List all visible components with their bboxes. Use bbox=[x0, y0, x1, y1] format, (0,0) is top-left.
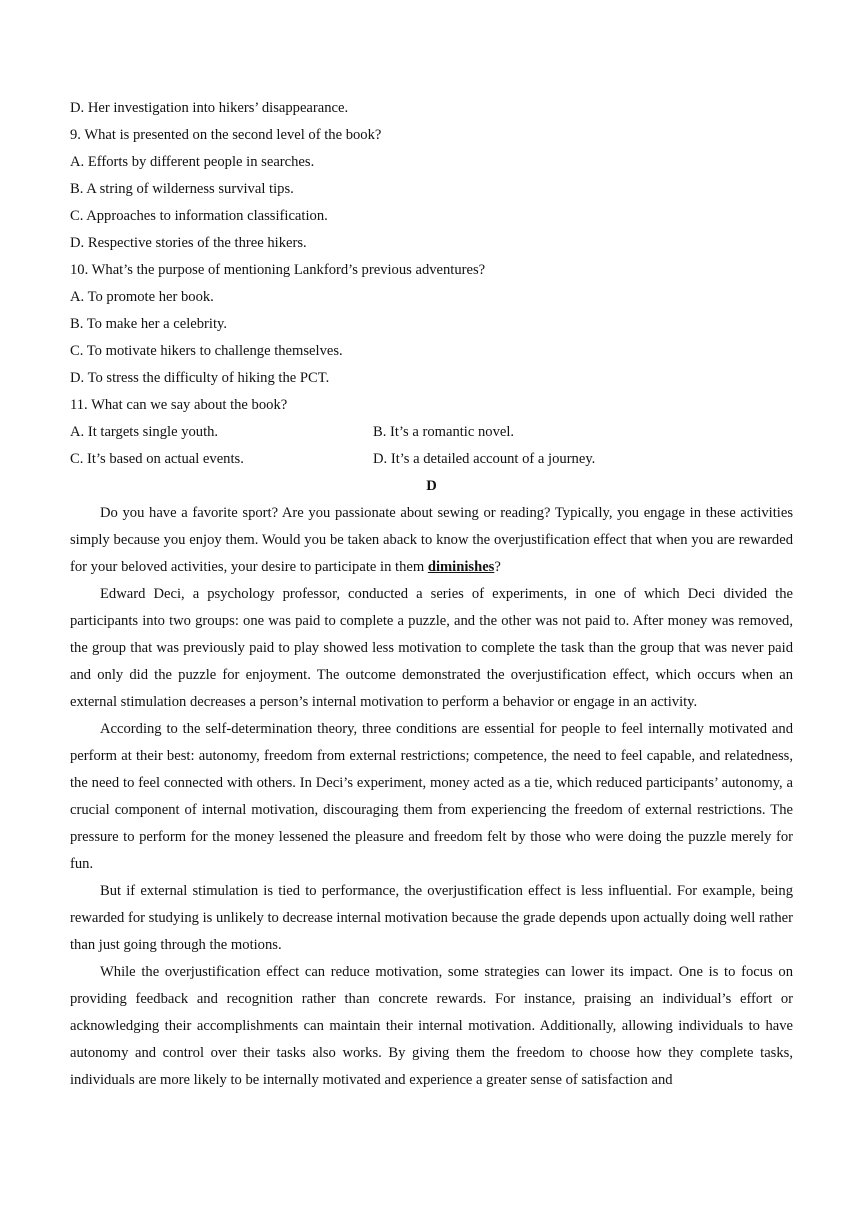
passage-d-paragraph-4: But if external stimulation is tied to performance, the overjustification effect is less influential. For example, being rewarded for studying is unlikely to decrease internal motivation because the grade depends upon actually doing well rather than just going through the motions. bbox=[70, 883, 793, 953]
q9-option-c: C. Approaches to information classification. bbox=[70, 208, 328, 224]
q11-option-a: A. It targets single youth. bbox=[70, 424, 219, 440]
passage-d-paragraph-1 bbox=[70, 500, 793, 581]
underlined-keyword: diminishes bbox=[427, 559, 495, 575]
q11-options-row-2 bbox=[70, 446, 793, 473]
q11-option-c: C. It’s based on actual events. bbox=[70, 451, 244, 467]
q10-option-a: A. To promote her book. bbox=[70, 289, 214, 305]
q10-option-b: B. To make her a celebrity. bbox=[70, 316, 228, 332]
q11-option-d: D. It’s a detailed account of a journey. bbox=[373, 451, 596, 467]
document-page bbox=[70, 95, 793, 1094]
q11-options-row-1 bbox=[70, 419, 793, 446]
q10-question: 10. What’s the purpose of mentioning Lankford’s previous adventures? bbox=[70, 262, 486, 278]
q11-question: 11. What can we say about the book? bbox=[70, 397, 288, 413]
q8-option-d: D. Her investigation into hikers’ disappearance. bbox=[70, 100, 349, 116]
q10-option-d: D. To stress the difficulty of hiking the PCT. bbox=[70, 370, 330, 386]
q9-option-b: B. A string of wilderness survival tips. bbox=[70, 181, 294, 197]
paragraph-1-end: ? bbox=[494, 559, 501, 575]
paragraph-1-text: Do you have a favorite sport? Are you passionate about sewing or reading? Typically, you engage in these activities simply because you enjoy them. Would you be taken aback to know the overjustification effect that when you are rewarded for your beloved activities, your desire to participate in them bbox=[70, 505, 793, 575]
passage-d-paragraph-5: While the overjustification effect can reduce motivation, some strategies can lower its impact. One is to focus on providing feedback and recognition rather than concrete rewards. For instance, praising an individual’s effort or acknowledging their accomplishments can maintain their internal motivation. Additionally, allowing individuals to have autonomy and control over their tasks also works. By giving them the freedom to choose how they complete tasks, individuals are more likely to be internally motivated and experience a greater sense of satisfaction and bbox=[70, 964, 793, 1088]
passage-d-paragraph-3: According to the self-determination theory, three conditions are essential for people to feel internally motivated and perform at their best: autonomy, freedom from external restrictions; competence, the need to feel capable, and relatedness, the need to feel connected with others. In Deci’s experiment, money acted as a tie, which reduced participants’ autonomy, a crucial component of internal motivation, discouraging them from experiencing the freedom of external restrictions. The pressure to perform for the money lessened the pleasure and freedom felt by those who were doing the puzzle merely for fun. bbox=[70, 721, 793, 872]
q11-option-b: B. It’s a romantic novel. bbox=[373, 424, 515, 440]
q10-option-c: C. To motivate hikers to challenge themselves. bbox=[70, 343, 343, 359]
q9-question: 9. What is presented on the second level of the book? bbox=[70, 127, 382, 143]
passage-d-heading: D bbox=[426, 478, 437, 494]
q9-option-d: D. Respective stories of the three hikers. bbox=[70, 235, 307, 251]
passage-d-paragraph-2: Edward Deci, a psychology professor, conducted a series of experiments, in one of which Deci divided the participants into two groups: one was paid to complete a puzzle, and the other was not paid to. After money was removed, the group that was previously paid to play showed less motivation to complete the task than the group that was never paid and only did the puzzle for enjoyment. The outcome demonstrated the overjustification effect, which occurs when an external stimulation decreases a person’s internal motivation to perform a behavior or engage in an activity. bbox=[70, 586, 793, 710]
q9-option-a: A. Efforts by different people in searches. bbox=[70, 154, 315, 170]
